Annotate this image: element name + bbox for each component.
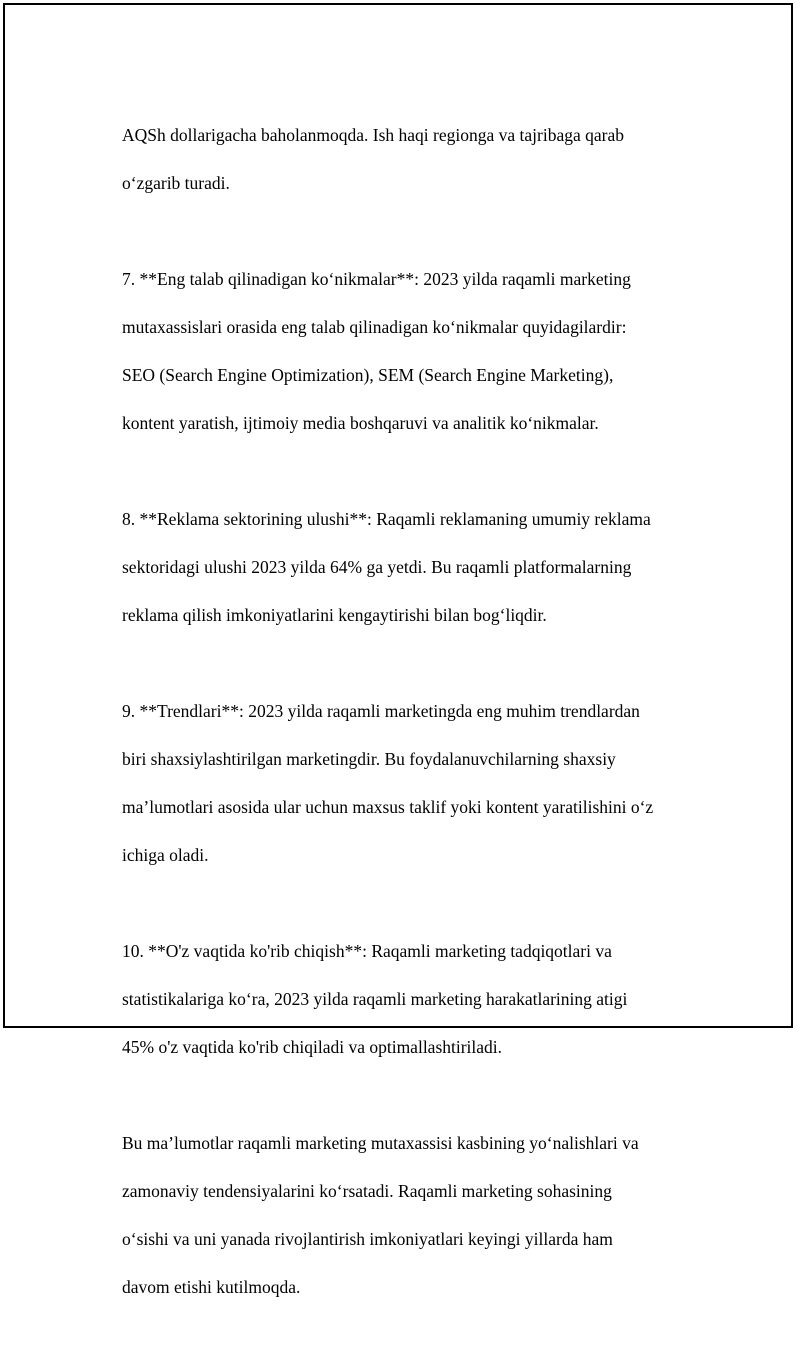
text-line: o‘zgarib turadi.: [122, 173, 230, 193]
text-line: reklama qilish imkoniyatlarini kengaytirishi bilan bog‘liqdir.: [122, 605, 547, 625]
paragraph-salary-continuation: [122, 99, 697, 219]
text-line: kontent yaratish, ijtimoiy media boshqaruvi va analitik ko‘nikmalar.: [122, 413, 599, 433]
text-line: 45% o'z vaqtida ko'rib chiqiladi va optimallashtiriladi.: [122, 1037, 503, 1057]
paragraph-conclusion: [122, 1107, 697, 1323]
text-line: AQSh dollarigacha baholanmoqda. Ish haqi regionga va tajribaga qarab: [122, 125, 624, 145]
text-line: 7. **Eng talab qilinadigan ko‘nikmalar**: 2023 yilda raqamli marketing: [122, 269, 631, 289]
document-page: [3, 3, 793, 1297]
text-line: 10. **O'z vaqtida ko'rib chiqish**: Raqamli marketing tadqiqotlari va: [122, 941, 612, 961]
text-line: ichiga oladi.: [122, 845, 209, 865]
text-line: mutaxassislari orasida eng talab qilinadigan ko‘nikmalar quyidagilardir:: [122, 317, 627, 337]
paragraph-item-8-ad-share: [122, 483, 697, 651]
text-line: statistikalariga ko‘ra, 2023 yilda raqamli marketing harakatlarining atigi: [122, 989, 628, 1009]
paragraph-item-7-skills: [122, 243, 697, 459]
text-line: biri shaxsiylashtirilgan marketingdir. Bu foydalanuvchilarning shaxsiy: [122, 749, 616, 769]
text-line: Bu ma’lumotlar raqamli marketing mutaxassisi kasbining yo‘nalishlari va: [122, 1133, 639, 1153]
text-line: sektoridagi ulushi 2023 yilda 64% ga yetdi. Bu raqamli platformalarning: [122, 557, 632, 577]
paragraph-item-9-trends: [122, 675, 697, 891]
text-line: ma’lumotlari asosida ular uchun maxsus taklif yoki kontent yaratilishini o‘z: [122, 797, 654, 817]
text-line: o‘sishi va uni yanada rivojlantirish imkoniyatlari keyingi yillarda ham: [122, 1229, 613, 1249]
text-line: 9. **Trendlari**: 2023 yilda raqamli marketingda eng muhim trendlardan: [122, 701, 640, 721]
text-line: SEO (Search Engine Optimization), SEM (Search Engine Marketing),: [122, 365, 614, 385]
text-line: zamonaviy tendensiyalarini ko‘rsatadi. Raqamli marketing sohasining: [122, 1181, 612, 1201]
text-line: 8. **Reklama sektorining ulushi**: Raqamli reklamaning umumiy reklama: [122, 509, 651, 529]
text-line: davom etishi kutilmoqda.: [122, 1277, 301, 1297]
document-body: [122, 99, 697, 1347]
paragraph-item-10-review: [122, 915, 697, 1083]
